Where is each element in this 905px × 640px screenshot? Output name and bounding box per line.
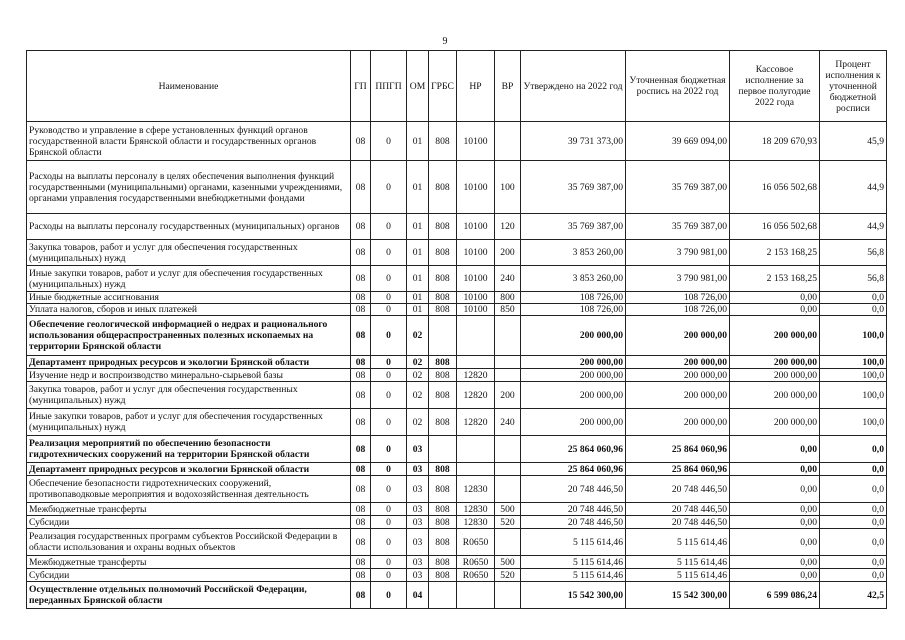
cell-percent: 100,0 [820,382,887,409]
cell-vr [495,436,521,463]
cell-gp: 08 [351,369,371,382]
header-nr: НР [457,51,495,122]
table-row [27,463,887,476]
cell-cash: 0,00 [730,292,820,304]
header-revised: Уточненная бюджетная роспись на 2022 год [626,51,730,122]
cell-name: Реализация государственных программ субъектов Российской Федерации в области использования и охраны водных объектов [27,529,351,556]
cell-vr: 520 [495,569,521,582]
cell-gp: 08 [351,240,371,266]
table-row [27,122,887,161]
table-row [27,503,887,516]
cell-nr: R0650 [457,569,495,582]
header-grbs: ГРБС [429,51,457,122]
cell-revised: 39 669 094,00 [626,122,730,161]
cell-ppgp: 0 [371,292,407,304]
cell-revised: 20 748 446,50 [626,476,730,503]
header-percent: Процент исполнения к уточненной бюджетной росписи [820,51,887,122]
cell-percent: 100,0 [820,369,887,382]
cell-percent: 0,0 [820,304,887,316]
cell-vr: 200 [495,240,521,266]
cell-approved: 108 726,00 [521,292,626,304]
cell-revised: 3 790 981,00 [626,266,730,292]
cell-percent: 0,0 [820,503,887,516]
cell-approved: 3 853 260,00 [521,240,626,266]
cell-name: Осуществление отдельных полномочий Российской Федерации, переданных Брянской области [27,582,351,609]
cell-percent: 45,9 [820,122,887,161]
cell-approved: 20 748 446,50 [521,503,626,516]
cell-ppgp: 0 [371,503,407,516]
cell-approved: 5 115 614,46 [521,569,626,582]
table-row [27,382,887,409]
cell-grbs: 808 [429,476,457,503]
cell-percent: 44,9 [820,214,887,240]
cell-approved: 35 769 387,00 [521,161,626,214]
table-row [27,266,887,292]
cell-ppgp: 0 [371,529,407,556]
cell-name: Иные закупки товаров, работ и услуг для обеспечения государственных (муниципальных) нужд [27,409,351,436]
cell-grbs: 808 [429,516,457,529]
cell-vr [495,316,521,356]
cell-grbs: 808 [429,529,457,556]
cell-gp: 08 [351,161,371,214]
cell-grbs: 808 [429,556,457,569]
cell-percent: 100,0 [820,316,887,356]
cell-percent: 0,0 [820,292,887,304]
cell-vr: 100 [495,161,521,214]
cell-gp: 08 [351,503,371,516]
cell-percent: 56,8 [820,266,887,292]
cell-percent: 42,5 [820,582,887,609]
cell-revised: 200 000,00 [626,356,730,369]
cell-vr [495,582,521,609]
cell-cash: 200 000,00 [730,409,820,436]
cell-name: Закупка товаров, работ и услуг для обеспечения государственных (муниципальных) нужд [27,382,351,409]
cell-om: 03 [407,503,429,516]
cell-ppgp: 0 [371,356,407,369]
cell-gp: 08 [351,122,371,161]
cell-revised: 3 790 981,00 [626,240,730,266]
cell-nr: 12820 [457,409,495,436]
cell-cash: 0,00 [730,476,820,503]
cell-ppgp: 0 [371,161,407,214]
cell-revised: 108 726,00 [626,292,730,304]
cell-revised: 15 542 300,00 [626,582,730,609]
cell-name: Субсидии [27,569,351,582]
cell-cash: 18 209 670,93 [730,122,820,161]
cell-grbs [429,582,457,609]
cell-approved: 200 000,00 [521,369,626,382]
cell-ppgp: 0 [371,240,407,266]
cell-percent: 0,0 [820,529,887,556]
cell-nr: 12830 [457,476,495,503]
cell-approved: 39 731 373,00 [521,122,626,161]
cell-vr [495,369,521,382]
cell-om: 03 [407,476,429,503]
cell-ppgp: 0 [371,436,407,463]
cell-nr: 10100 [457,266,495,292]
cell-nr: 10100 [457,122,495,161]
cell-revised: 5 115 614,46 [626,529,730,556]
cell-ppgp: 0 [371,463,407,476]
cell-om: 02 [407,382,429,409]
cell-gp: 08 [351,582,371,609]
cell-approved: 35 769 387,00 [521,214,626,240]
cell-vr: 520 [495,516,521,529]
cell-revised: 35 769 387,00 [626,161,730,214]
cell-ppgp: 0 [371,409,407,436]
cell-nr: 10100 [457,292,495,304]
cell-percent: 56,8 [820,240,887,266]
cell-ppgp: 0 [371,316,407,356]
cell-cash: 0,00 [730,436,820,463]
cell-grbs: 808 [429,292,457,304]
cell-gp: 08 [351,356,371,369]
table-row [27,316,887,356]
cell-cash: 6 599 086,24 [730,582,820,609]
cell-revised: 5 115 614,46 [626,569,730,582]
cell-grbs: 808 [429,304,457,316]
cell-grbs: 808 [429,503,457,516]
cell-revised: 20 748 446,50 [626,503,730,516]
cell-vr: 200 [495,382,521,409]
cell-percent: 0,0 [820,556,887,569]
table-row [27,436,887,463]
table-body [27,122,887,609]
cell-om: 01 [407,240,429,266]
cell-vr: 800 [495,292,521,304]
cell-approved: 25 864 060,96 [521,436,626,463]
table-row [27,240,887,266]
cell-name: Закупка товаров, работ и услуг для обеспечения государственных (муниципальных) нужд [27,240,351,266]
cell-om: 03 [407,436,429,463]
cell-om: 03 [407,569,429,582]
cell-om: 04 [407,582,429,609]
header-om: ОМ [407,51,429,122]
cell-gp: 08 [351,304,371,316]
cell-name: Обеспечение безопасности гидротехнических сооружений, противопаводковые мероприятия и водохозяйственная деятельность [27,476,351,503]
cell-approved: 5 115 614,46 [521,556,626,569]
cell-om: 03 [407,516,429,529]
cell-gp: 08 [351,476,371,503]
cell-om: 03 [407,556,429,569]
cell-percent: 100,0 [820,356,887,369]
cell-nr: 12830 [457,503,495,516]
cell-vr: 240 [495,409,521,436]
cell-gp: 08 [351,569,371,582]
cell-approved: 200 000,00 [521,382,626,409]
cell-ppgp: 0 [371,569,407,582]
cell-name: Изучение недр и воспроизводство минерально-сырьевой базы [27,369,351,382]
cell-vr: 240 [495,266,521,292]
cell-revised: 25 864 060,96 [626,436,730,463]
table-row [27,292,887,304]
cell-name: Межбюджетные трансферты [27,503,351,516]
cell-nr [457,582,495,609]
cell-cash: 16 056 502,68 [730,214,820,240]
cell-name: Межбюджетные трансферты [27,556,351,569]
cell-approved: 200 000,00 [521,356,626,369]
cell-name: Уплата налогов, сборов и иных платежей [27,304,351,316]
cell-ppgp: 0 [371,382,407,409]
cell-grbs: 808 [429,161,457,214]
cell-nr: 10100 [457,214,495,240]
cell-nr [457,463,495,476]
cell-name: Департамент природных ресурсов и экологии Брянской области [27,463,351,476]
cell-approved: 15 542 300,00 [521,582,626,609]
cell-ppgp: 0 [371,516,407,529]
cell-cash: 0,00 [730,304,820,316]
cell-approved: 5 115 614,46 [521,529,626,556]
cell-gp: 08 [351,266,371,292]
table-row [27,214,887,240]
table-row [27,161,887,214]
cell-nr [457,316,495,356]
cell-grbs: 808 [429,266,457,292]
cell-percent: 100,0 [820,409,887,436]
cell-percent: 0,0 [820,569,887,582]
cell-vr: 850 [495,304,521,316]
cell-cash: 2 153 168,25 [730,266,820,292]
cell-grbs: 808 [429,356,457,369]
table-row [27,556,887,569]
cell-nr: 12820 [457,369,495,382]
cell-name: Расходы на выплаты персоналу государственных (муниципальных) органов [27,214,351,240]
cell-om: 03 [407,529,429,556]
cell-om: 01 [407,161,429,214]
cell-approved: 108 726,00 [521,304,626,316]
cell-nr: 12830 [457,516,495,529]
cell-approved: 200 000,00 [521,409,626,436]
cell-nr [457,436,495,463]
cell-cash: 0,00 [730,529,820,556]
cell-nr: R0650 [457,529,495,556]
cell-nr: 10100 [457,240,495,266]
cell-gp: 08 [351,382,371,409]
cell-vr [495,476,521,503]
table-row [27,304,887,316]
cell-revised: 25 864 060,96 [626,463,730,476]
cell-cash: 0,00 [730,569,820,582]
cell-grbs: 808 [429,122,457,161]
table-row [27,369,887,382]
cell-gp: 08 [351,529,371,556]
cell-grbs: 808 [429,240,457,266]
cell-cash: 0,00 [730,556,820,569]
cell-nr: 10100 [457,161,495,214]
header-approved: Утверждено на 2022 год [521,51,626,122]
cell-name: Руководство и управление в сфере установленных функций органов государственной власти Брянской области и государственных органов Брянской области [27,122,351,161]
cell-vr [495,356,521,369]
cell-percent: 0,0 [820,463,887,476]
cell-gp: 08 [351,516,371,529]
cell-approved: 20 748 446,50 [521,476,626,503]
cell-nr: 10100 [457,304,495,316]
cell-om: 02 [407,356,429,369]
table-row [27,409,887,436]
cell-gp: 08 [351,316,371,356]
cell-grbs: 808 [429,409,457,436]
cell-vr: 500 [495,556,521,569]
cell-nr: R0650 [457,556,495,569]
cell-ppgp: 0 [371,266,407,292]
cell-cash: 200 000,00 [730,369,820,382]
cell-gp: 08 [351,556,371,569]
cell-gp: 08 [351,292,371,304]
cell-ppgp: 0 [371,369,407,382]
cell-cash: 200 000,00 [730,382,820,409]
cell-vr: 500 [495,503,521,516]
cell-cash: 0,00 [730,503,820,516]
cell-revised: 35 769 387,00 [626,214,730,240]
cell-grbs: 808 [429,382,457,409]
header-vr: ВР [495,51,521,122]
cell-gp: 08 [351,409,371,436]
cell-om: 01 [407,214,429,240]
cell-ppgp: 0 [371,582,407,609]
table-row [27,356,887,369]
cell-name: Расходы на выплаты персоналу в целях обеспечения выполнения функций государственными (муниципальными) органами, казенными учреждениями, органами управления государственными внебюджетными фондами [27,161,351,214]
cell-name: Обеспечение геологической информацией о недрах и рационального использования общераспространенных полезных ископаемых на территории Брянской области [27,316,351,356]
cell-cash: 2 153 168,25 [730,240,820,266]
header-row [27,51,887,122]
cell-ppgp: 0 [371,556,407,569]
cell-grbs [429,316,457,356]
cell-vr: 120 [495,214,521,240]
cell-om: 01 [407,304,429,316]
cell-cash: 200 000,00 [730,356,820,369]
cell-grbs: 808 [429,214,457,240]
cell-name: Иные закупки товаров, работ и услуг для обеспечения государственных (муниципальных) нужд [27,266,351,292]
cell-cash: 0,00 [730,463,820,476]
cell-revised: 20 748 446,50 [626,516,730,529]
header-cash: Кассовое исполнение за первое полугодие 2022 года [730,51,820,122]
cell-cash: 16 056 502,68 [730,161,820,214]
table-row [27,582,887,609]
cell-om: 02 [407,369,429,382]
cell-revised: 200 000,00 [626,316,730,356]
table-row [27,529,887,556]
table-row [27,476,887,503]
cell-name: Департамент природных ресурсов и экологии Брянской области [27,356,351,369]
cell-om: 01 [407,266,429,292]
header-ppgp: ППГП [371,51,407,122]
cell-vr [495,463,521,476]
cell-om: 01 [407,292,429,304]
cell-name: Иные бюджетные ассигнования [27,292,351,304]
cell-ppgp: 0 [371,122,407,161]
header-name: Наименование [27,51,351,122]
cell-om: 01 [407,122,429,161]
cell-grbs [429,436,457,463]
cell-percent: 0,0 [820,476,887,503]
cell-cash: 0,00 [730,516,820,529]
cell-vr [495,529,521,556]
cell-om: 02 [407,409,429,436]
cell-approved: 3 853 260,00 [521,266,626,292]
cell-grbs: 808 [429,569,457,582]
cell-om: 03 [407,463,429,476]
cell-revised: 200 000,00 [626,369,730,382]
cell-approved: 25 864 060,96 [521,463,626,476]
cell-gp: 08 [351,214,371,240]
cell-nr: 12820 [457,382,495,409]
cell-revised: 200 000,00 [626,409,730,436]
cell-vr [495,122,521,161]
cell-percent: 44,9 [820,161,887,214]
header-gp: ГП [351,51,371,122]
cell-ppgp: 0 [371,304,407,316]
cell-nr [457,356,495,369]
cell-revised: 200 000,00 [626,382,730,409]
cell-name: Субсидии [27,516,351,529]
cell-ppgp: 0 [371,476,407,503]
cell-cash: 200 000,00 [730,316,820,356]
cell-revised: 5 115 614,46 [626,556,730,569]
cell-om: 02 [407,316,429,356]
cell-percent: 0,0 [820,436,887,463]
cell-grbs: 808 [429,463,457,476]
cell-gp: 08 [351,463,371,476]
budget-table [26,50,887,609]
cell-approved: 20 748 446,50 [521,516,626,529]
cell-grbs: 808 [429,369,457,382]
page-number: 9 [442,36,448,47]
cell-revised: 108 726,00 [626,304,730,316]
table-row [27,516,887,529]
cell-ppgp: 0 [371,214,407,240]
table-row [27,569,887,582]
cell-approved: 200 000,00 [521,316,626,356]
cell-percent: 0,0 [820,516,887,529]
cell-gp: 08 [351,436,371,463]
cell-name: Реализация мероприятий по обеспечению безопасности гидротехнических сооружений на территории Брянской области [27,436,351,463]
